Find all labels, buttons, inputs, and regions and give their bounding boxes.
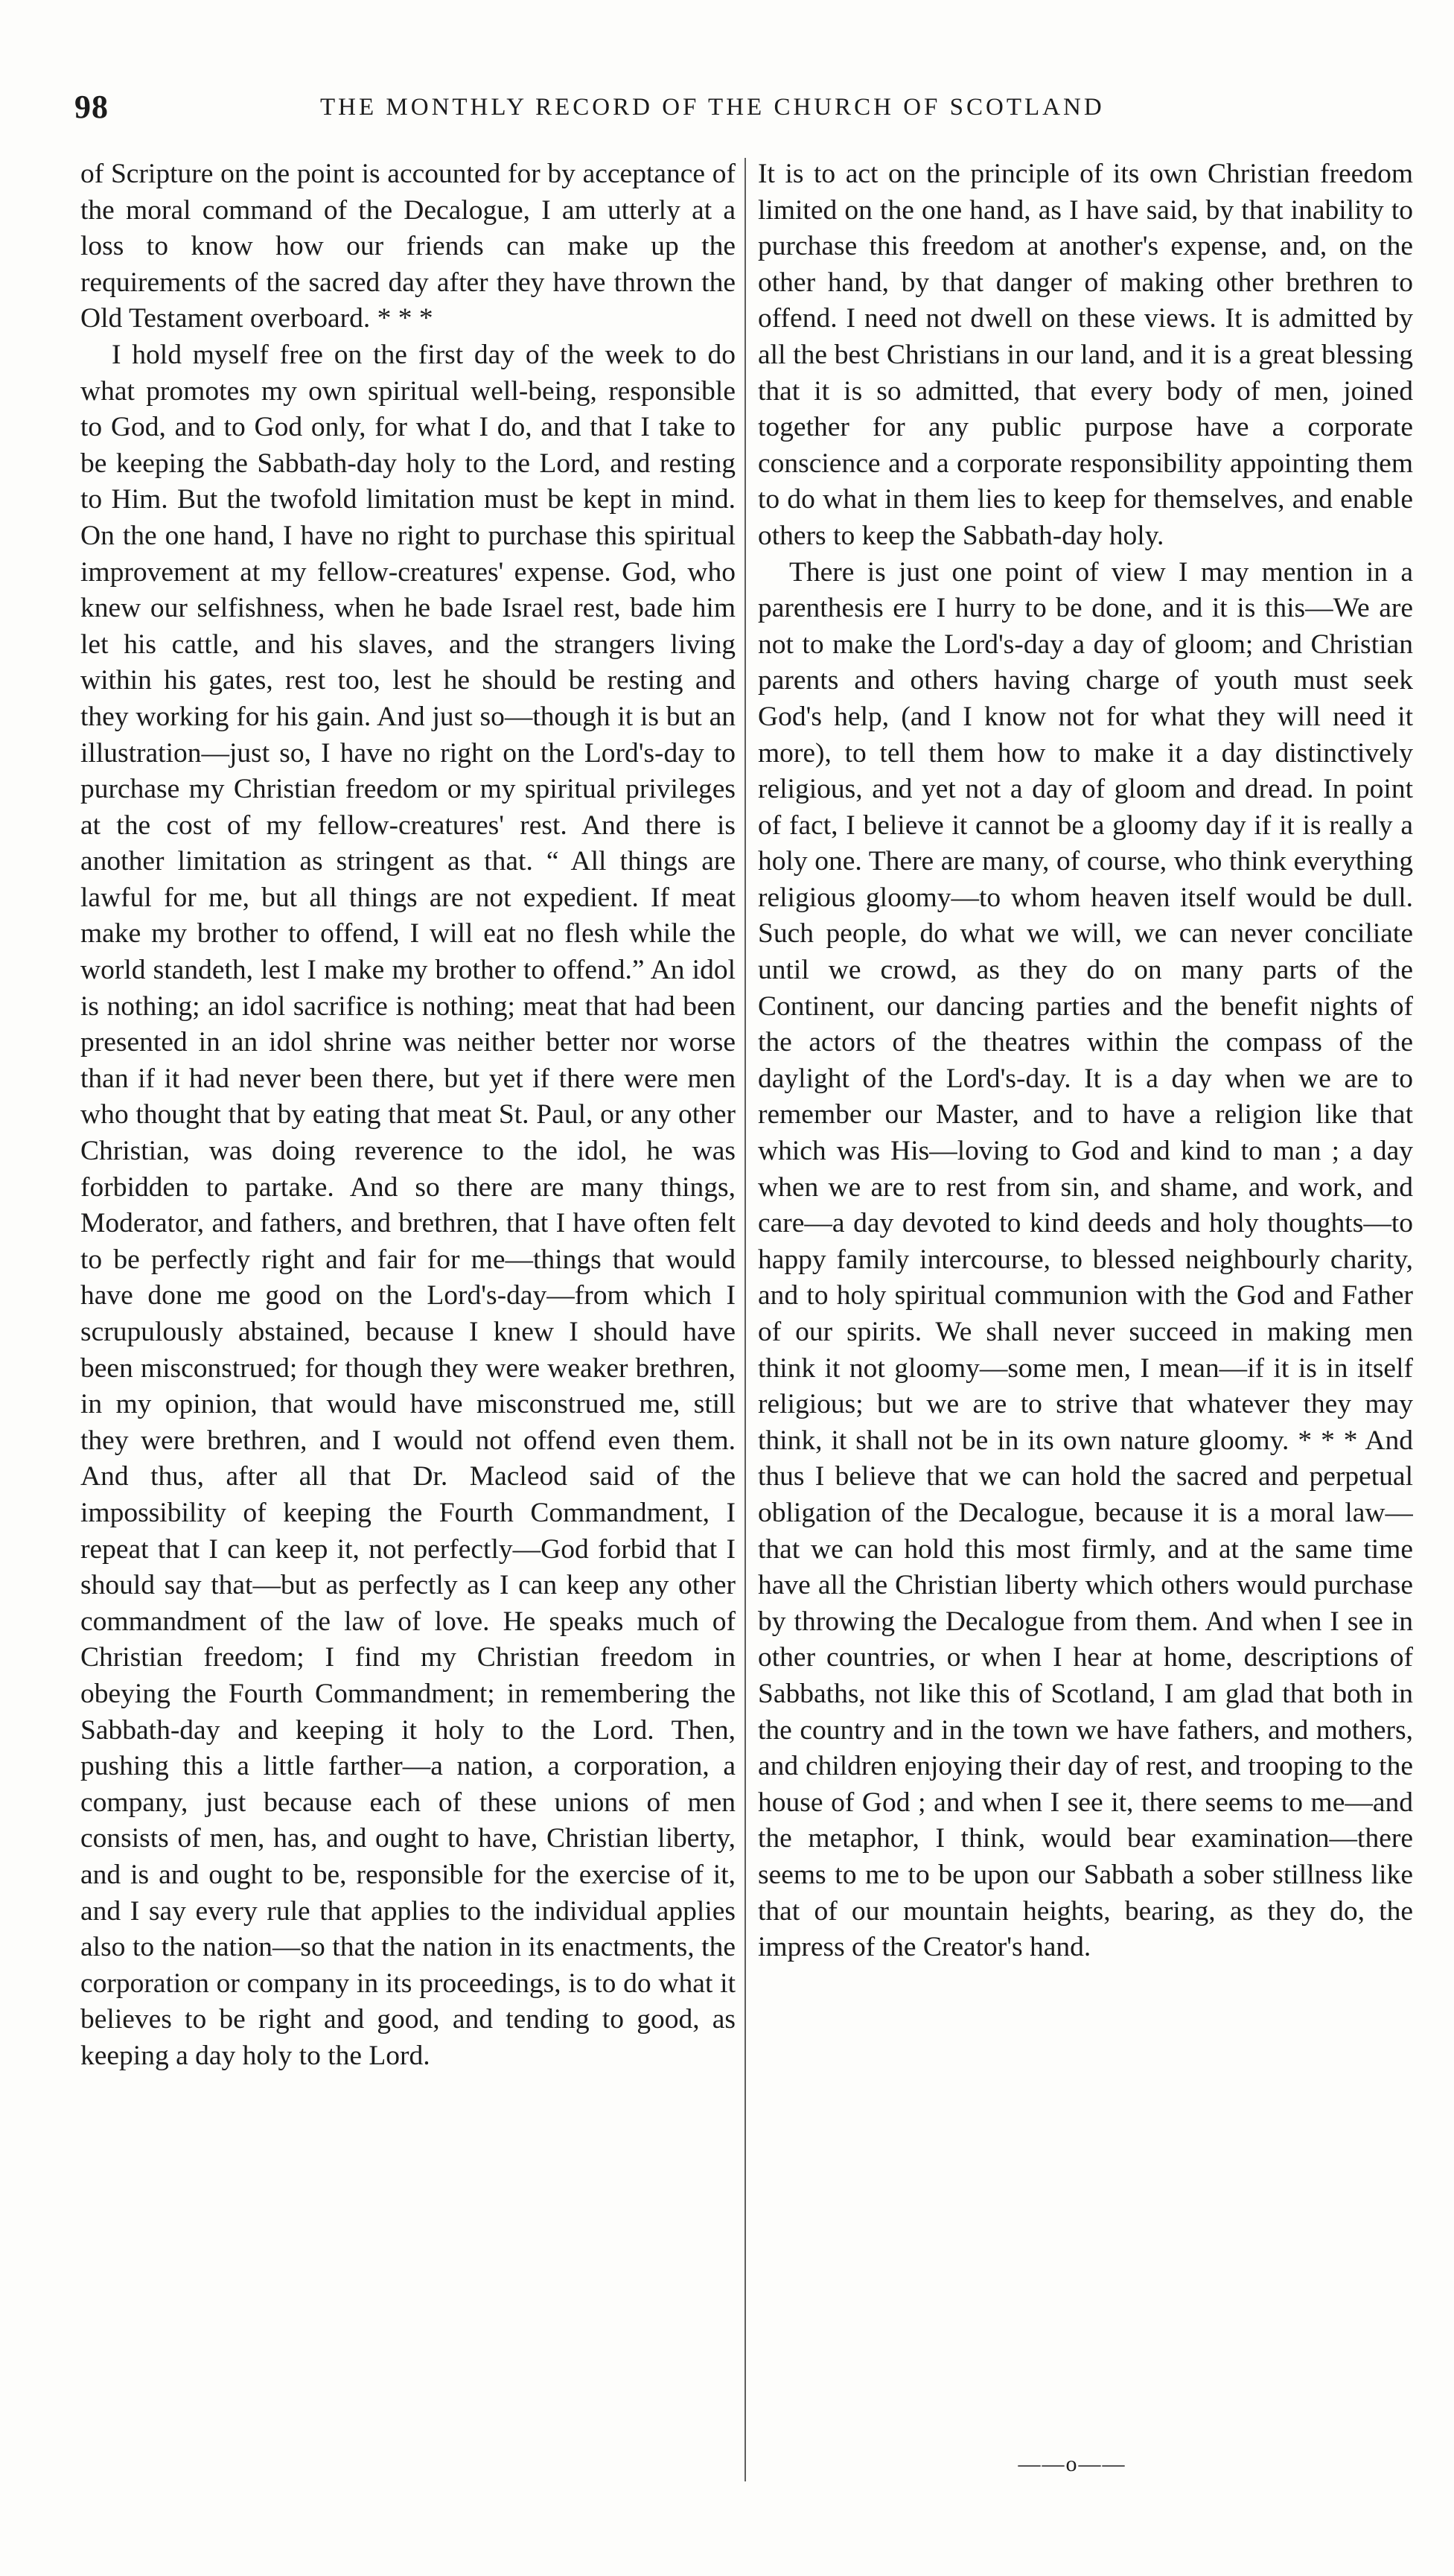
page-number: 98 — [74, 89, 109, 125]
page-header — [74, 88, 1400, 133]
column-divider — [744, 158, 746, 2481]
running-title: THE MONTHLY RECORD OF THE CHURCH OF SCOTLAND — [320, 94, 1105, 121]
left-column — [80, 156, 736, 2487]
right-column — [758, 156, 1413, 2487]
left-paragraph-continued: of Scripture on the point is accounted for by acceptance of the moral command of the Decalogue, I am utterly at a loss to know how our friends can make up the requirements of the sacred day after they have thrown the Old Testament overboard. * * * — [80, 159, 736, 334]
left-paragraph-christian-freedom: I hold myself free on the first day of the week to do what promotes my own spiritual well-being, responsible to God, and to God only, for what I do, and that I take to be keeping the Sabbath-day holy to the Lord, and resting to Him. But the twofold limitation must be kept in mind. On the one hand, I have no right to purchase this spiritual improvement at my fellow-creatures' expense. God, who knew our selfishness, when he bade Israel rest, bade him let his cattle, and his slaves, and the strangers living within his gates, rest too, lest he should be resting and they working for his gain. And just so—though it is but an illustration—just so, I have no right on the Lord's-day to purchase my Christian freedom or my spiritual privileges at the cost of my fellow-creatures' rest. And there is another limitation as stringent as that. “ All things are lawful for me, but all things are not expedient. If meat make my brother to offend, I will eat no flesh while the world standeth, lest I make my brother to offend.” An idol is nothing; an idol sacrifice is nothing; meat that had been presented in an idol shrine was neither better nor worse than if it had never been there, but yet if there were men who thought that by eating that meat St. Paul, or any other Christian, was doing reverence to the idol, he was forbidden to partake. And so there are many things, Moderator, and fathers, and brethren, that I have often felt to be perfectly right and fair for me—things that would have done me good on the Lord's-day—from which I scrupulously abstained, because I knew I should have been misconstrued; for though they were weaker brethren, in my opinion, that would have misconstrued me, still they were brethren, and I would not offend even them. And thus, after all that Dr. Macleod said of the impossibility of keeping the Fourth Commandment, I repeat that I can keep it, not perfectly—God forbid that I should say that—but as perfectly as I can keep any other commandment of the law of love. He speaks much of Christian freedom; I find my Christian freedom in obeying the Fourth Commandment; in remembering the Sabbath-day and keeping it holy to the Lord. Then, pushing this a little farther—a nation, a corporation, a company, just because each of these unions of men consists of men, has, and ought to have, Christian liberty, and is and ought to be, responsible for the exercise of it, and I say every rule that applies to the individual applies also to the nation—so that the nation in its enactments, the corporation or company in its proceedings, is to do what it believes to be right and good, and tending to good, as keeping a day holy to the Lord. — [80, 339, 736, 2071]
right-paragraph-day-of-gloom: There is just one point of view I may mention in a parenthesis ere I hurry to be done, and it is this—We are not to make the Lord's-day a day of gloom; and Christian parents and others having charge of youth must seek God's help, (and I know not for what they will need it more), to tell them how to make it a day distinctively religious, and yet not a day of gloom and dread. In point of fact, I believe it cannot be a gloomy day if it is really a holy one. There are many, of course, who think everything religious gloomy—to whom heaven itself would be dull. Such people, do what we will, we can never conciliate until we crowd, as they do on many parts of the Continent, our dancing parties and the benefit nights of the actors of the theatres within the compass of the daylight of the Lord's-day. It is a day when we are to remember our Master, and to have a religion like that which was His—loving to God and kind to man ; a day when we are to rest from sin, and shame, and work, and care—a day devoted to kind deeds and holy thoughts—to happy family intercourse, to blessed neighbourly charity, and to holy spiritual communion with the God and Father of our spirits. We shall never succeed in making men think it not gloomy—some men, I mean—if it is in itself religious; but we are to strive that whatever they may think, it shall not be in its own nature gloomy. * * * And thus I believe that we can hold the sacred and perpetual obligation of the Decalogue, because it is a moral law—that we can hold this most firmly, and at the same time have all the Christian liberty which others would purchase by throwing the Decalogue from them. And when I see in other countries, or when I hear at home, descriptions of Sabbaths, not like this of Scotland, I am glad that both in the country and in the town we have fathers, and mothers, and children enjoying their day of rest, and trooping to the house of God ; and when I see it, there seems to me—and the metaphor, I think, would bear examination—there seems to me to be upon our Sabbath a sober stillness like that of our mountain heights, bearing, as they do, the impress of the Creator's hand. — [758, 556, 1413, 1963]
end-ornament: ——o—— — [1018, 2452, 1126, 2476]
right-paragraph-corporate-conscience: It is to act on the principle of its own Christian freedom limited on the one hand, as I have said, by that inability to purchase this freedom at another's expense, and, on the other hand, by that danger of making other brethren to offend. I need not dwell on these views. It is admitted by all the best Christians in our land, and it is a great blessing that it is so admitted, that every body of men, joined together for any public purpose have a corporate conscience and a corporate responsibility appointing them to do what in them lies to keep for themselves, and enable others to keep the Sabbath-day holy. — [758, 159, 1413, 551]
